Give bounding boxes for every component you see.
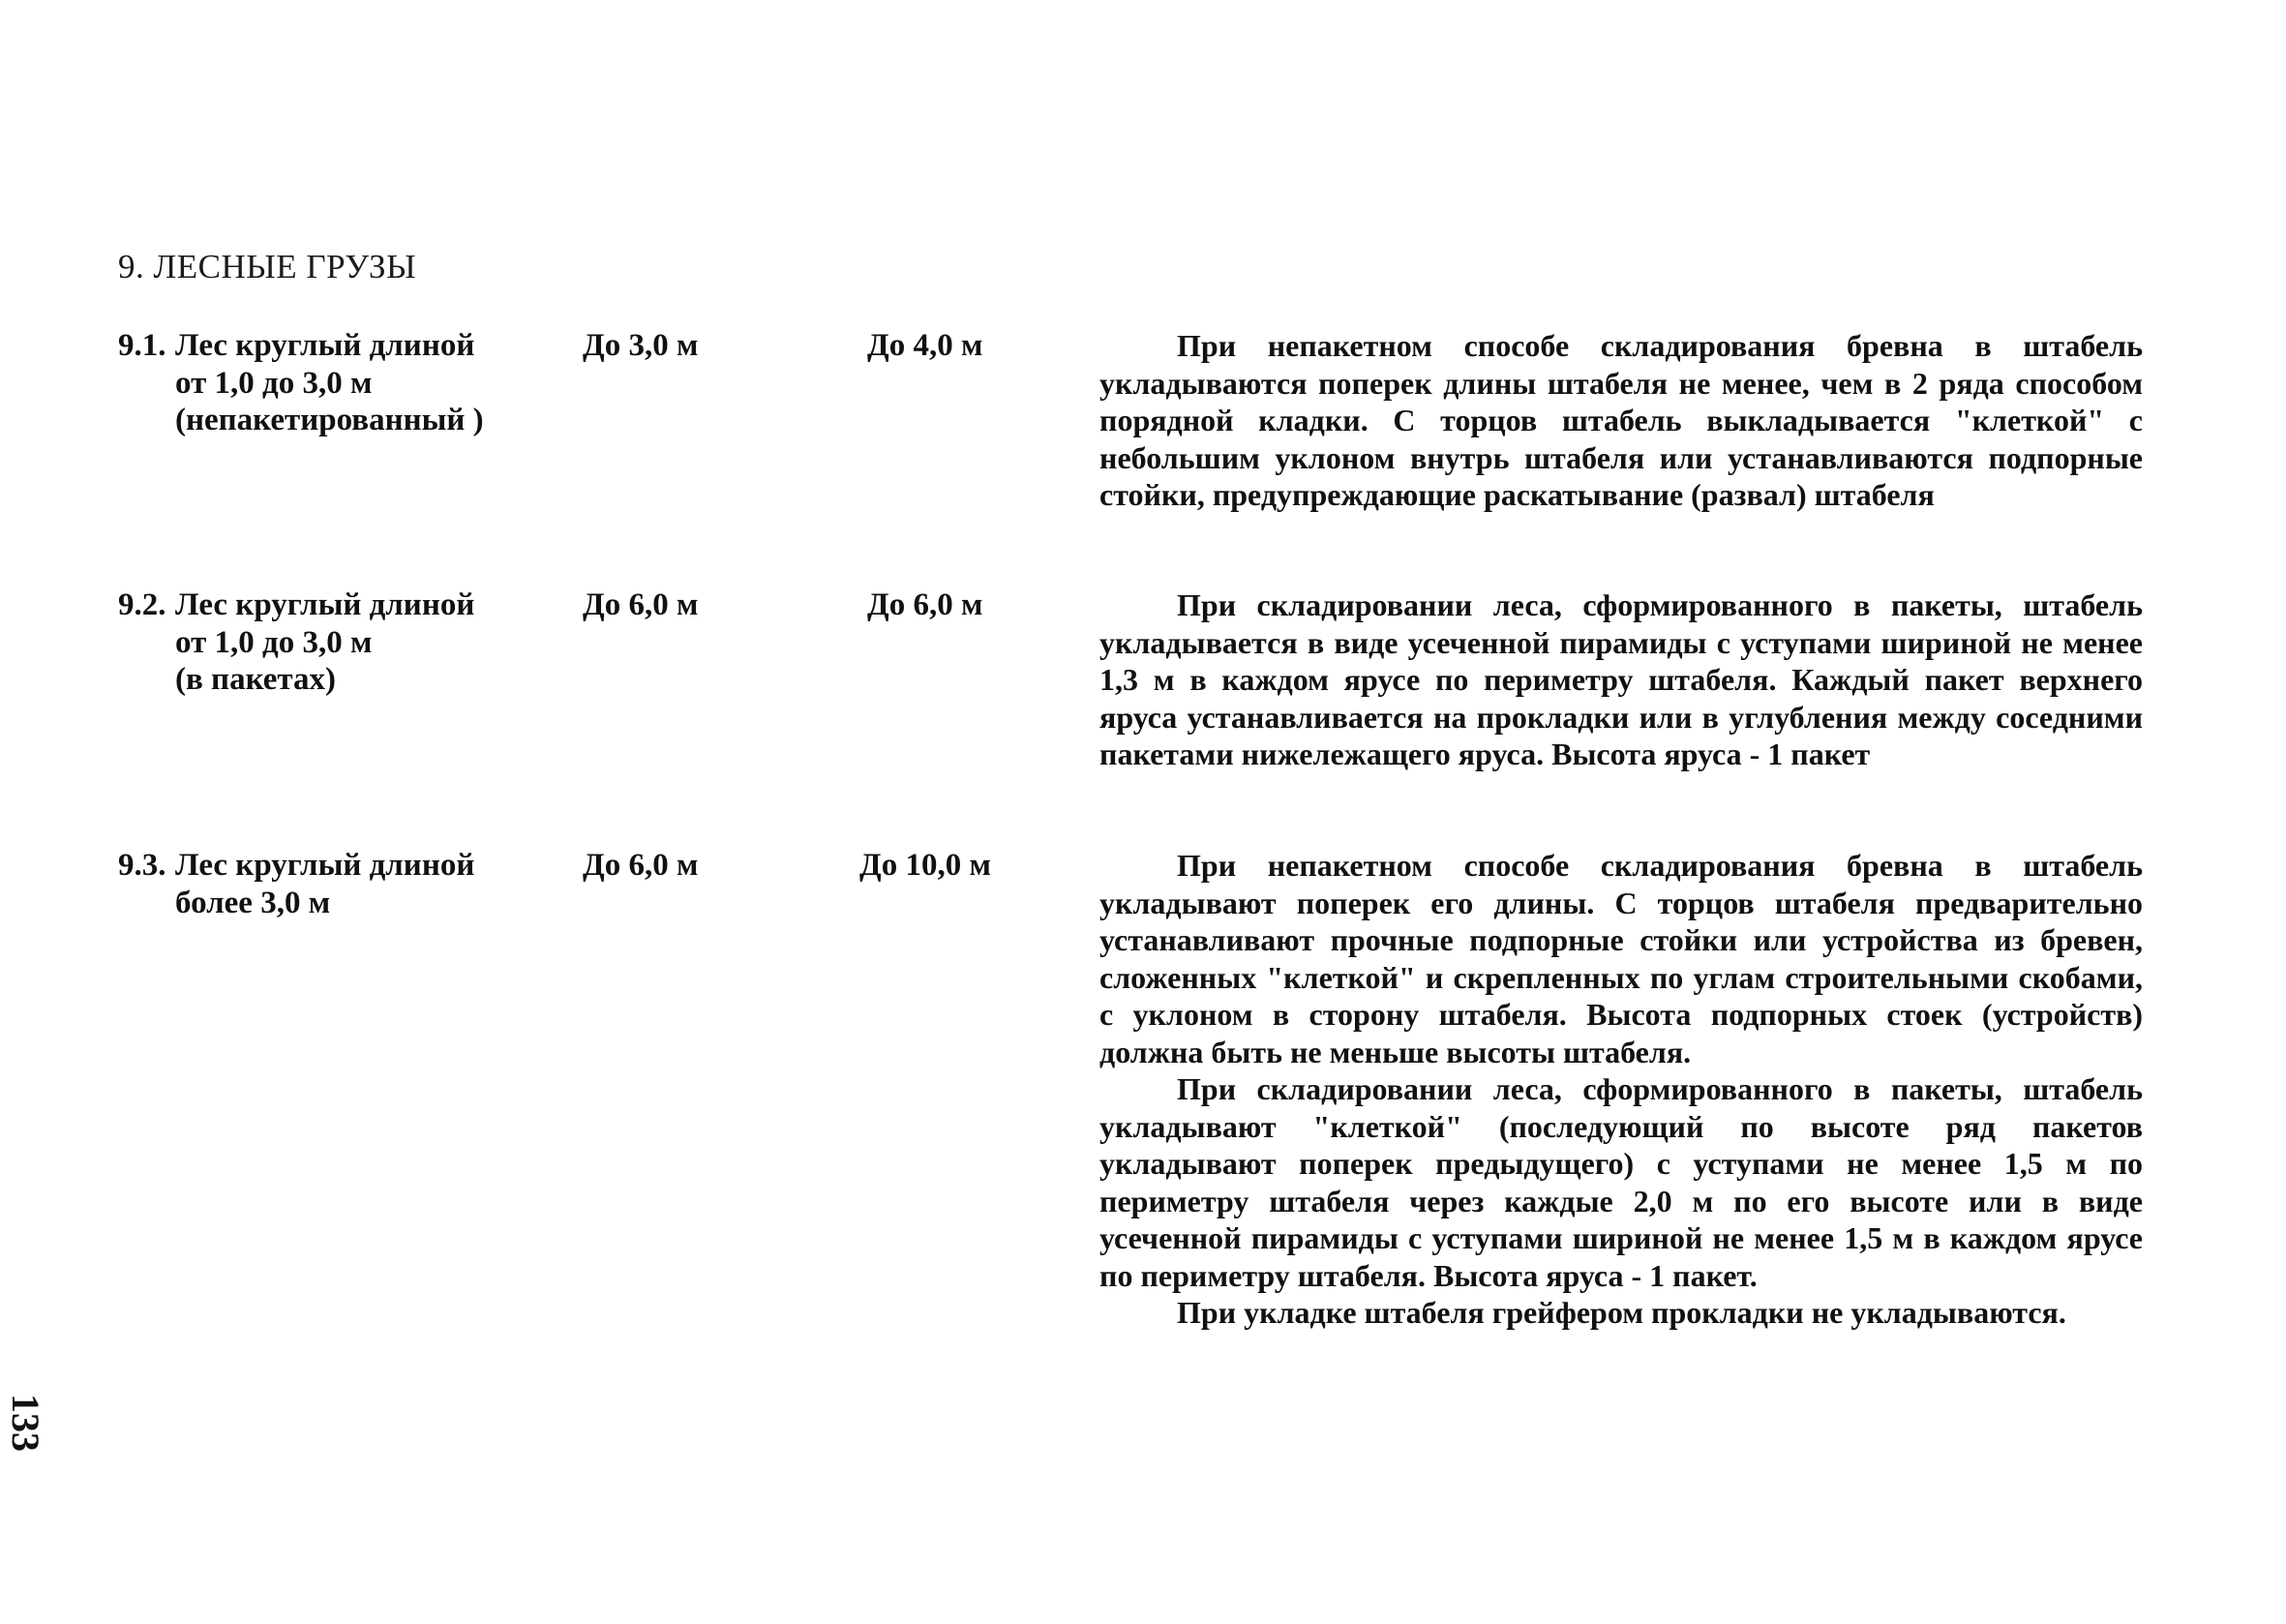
stack-limit-value: До 10,0 м (859, 848, 991, 883)
cargo-name-line: Лес круглый длиной (175, 328, 475, 363)
stacking-description (1099, 847, 2143, 1332)
cargo-name-line: (в пакетах) (175, 662, 337, 697)
cargo-name-line: от 1,0 до 3,0 м (175, 624, 373, 660)
description-paragraph: При укладке штабеля грейфером прокладки не укладываются. (1177, 1295, 2066, 1330)
item-number: 9.3. (118, 848, 166, 883)
cargo-name-line: от 1,0 до 3,0 м (175, 365, 373, 401)
cargo-name-line: более 3,0 м (175, 885, 331, 920)
cargo-name (118, 327, 563, 439)
stack-limit-value: До 6,0 м (867, 587, 983, 622)
description-paragraph: При непакетном способе складирования бревна в штабель укладываются поперек длины штабеля не менее, чем в 2 ряда способом порядной кладки. С торцов штабель выкладывается "клеткой" с небольшим уклоном внутрь штабеля или устанавливаются подпорные стойки, предупреждающие раскатывание (развал) штабеля (1099, 328, 2143, 512)
stacking-description (1099, 586, 2143, 773)
description-paragraph: При складировании леса, сформированного в пакеты, штабель укладывается в виде усеченной пирамиды с уступами шириной не менее 1,3 м в каждом ярусе по периметру штабеля. Каждый пакет верхнего яруса устанавливается на прокладки или в углубления между соседними пакетами нижележащего яруса. Высота яруса - 1 пакет (1099, 587, 2143, 771)
cargo-name-line: Лес круглый длиной (175, 587, 475, 622)
item-number: 9.1. (118, 328, 166, 363)
description-paragraph: При складировании леса, сформированного в пакеты, штабель укладывают "клеткой" (последующий по высоте ряд пакетов укладывают поперек предыдущего) с уступами не менее 1,5 м по периметру штабеля через каждые 2,0 м по его высоте или в виде усеченной пирамиды с уступами шириной не менее 1,5 м в каждом ярусе по периметру штабеля. Высота яруса - 1 пакет. (1099, 1071, 2143, 1293)
item-number: 9.2. (118, 587, 166, 622)
cargo-name (118, 847, 563, 921)
page-number: 133 (4, 1394, 47, 1452)
section-title: 9. ЛЕСНЫЕ ГРУЗЫ (118, 248, 417, 286)
stack-height-value: До 6,0 м (583, 587, 699, 622)
stack-limit-value: До 4,0 м (867, 328, 983, 363)
cargo-name-line: (непакетированный ) (175, 403, 484, 437)
stack-height-value: До 3,0 м (583, 328, 699, 363)
cargo-name (118, 586, 563, 699)
description-paragraph: При непакетном способе складирования бревна в штабель укладывают поперек его длины. С торцов штабеля предварительно устанавливают прочные подпорные стойки или устройства из бревен, сложенных "клеткой" и скрепленных по углам строительными скобами, с уклоном в сторону штабеля. Высота подпорных стоек (устройств) должна быть не меньше высоты штабеля. (1099, 848, 2143, 1069)
stacking-description (1099, 327, 2143, 514)
cargo-name-line: Лес круглый длиной (175, 848, 475, 883)
stack-height-value: До 6,0 м (583, 848, 699, 883)
